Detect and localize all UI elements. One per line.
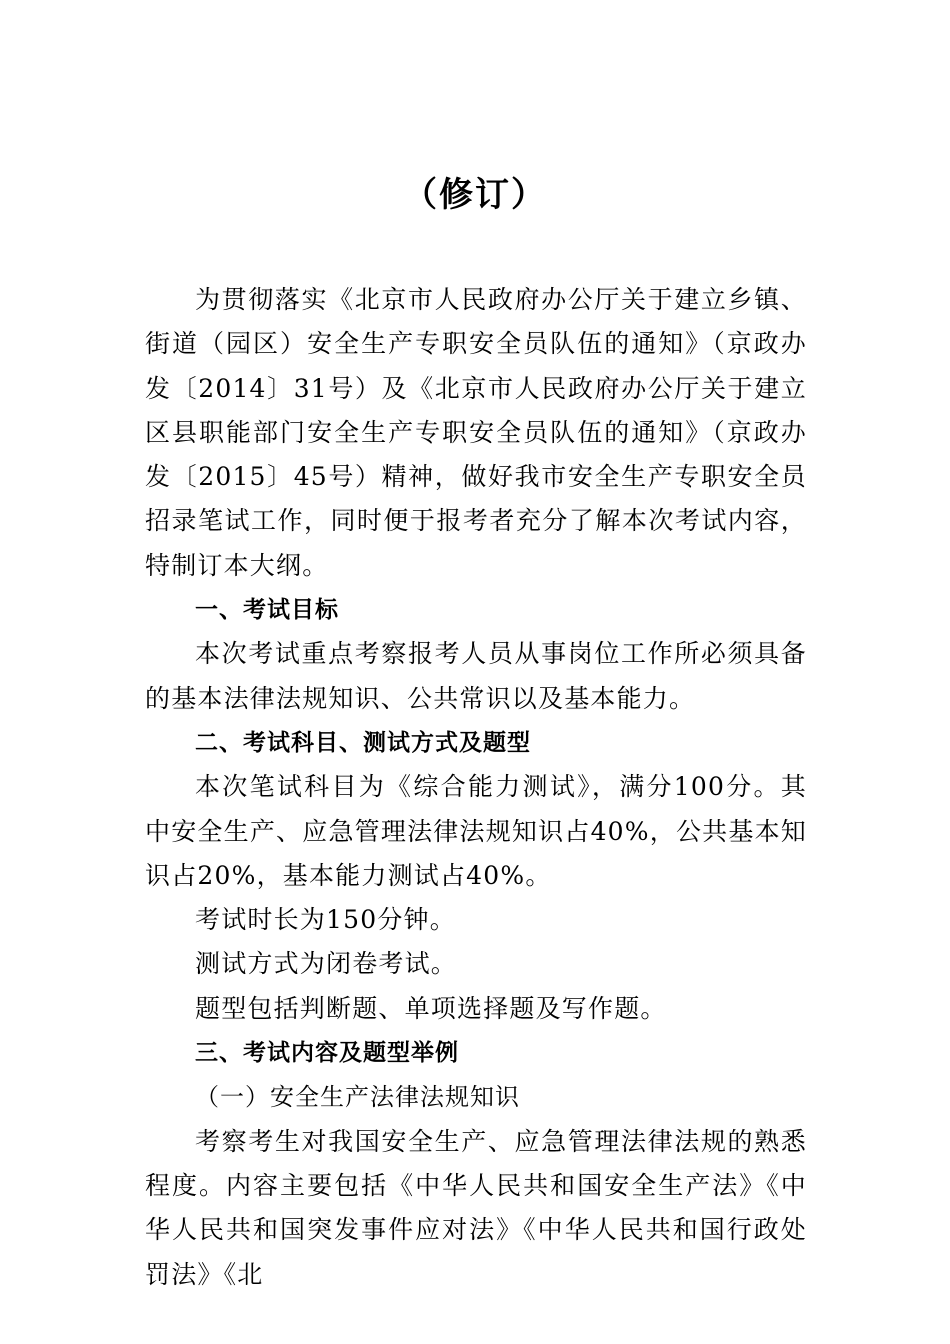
- section-2-text-2: 考试时长为150分钟。: [195, 905, 456, 935]
- section-3-heading: 三、考试内容及题型举例: [195, 1040, 459, 1067]
- intro-paragraph: 为贯彻落实《北京市人民政府办公厅关于建立乡镇、街道（园区）安全生产专职安全员队伍的通知》（京政办发〔2014〕31号）及《北京市人民政府办公厅关于建立区县职能部门安全生产专职安全员队伍的通知》（京政办发〔2015〕45号）精神，做好我市安全生产专职安全员招录笔试工作，同时便于报考者充分了解本次考试内容，特制订本大纲。: [145, 285, 807, 580]
- section-3-1-heading: （一）安全生产法律法规知识: [195, 1083, 520, 1112]
- section-1-text: 本次考试重点考察报考人员从事岗位工作所必须具备的基本法律法规知识、公共常识以及基本能力。: [145, 639, 807, 713]
- section-1-heading: 一、考试目标: [195, 597, 339, 624]
- section-3-1-text: 考察考生对我国安全生产、应急管理法律法规的熟悉程度。内容主要包括《中华人民共和国安全生产法》《中华人民共和国突发事件应对法》《中华人民共和国行政处罚法》《北: [145, 1126, 807, 1289]
- section-2-text-4: 题型包括判断题、单项选择题及写作题。: [195, 993, 667, 1023]
- document-title: （修订）: [403, 175, 547, 215]
- document-body: [145, 278, 807, 1297]
- section-2-text-3: 测试方式为闭卷考试。: [195, 949, 458, 979]
- section-2-heading: 二、考试科目、测试方式及题型: [195, 729, 531, 756]
- section-2-text-1: 本次笔试科目为《综合能力测试》，满分100分。其中安全生产、应急管理法律法规知识占40%，公共基本知识占20%，基本能力测试占40%。: [145, 772, 807, 890]
